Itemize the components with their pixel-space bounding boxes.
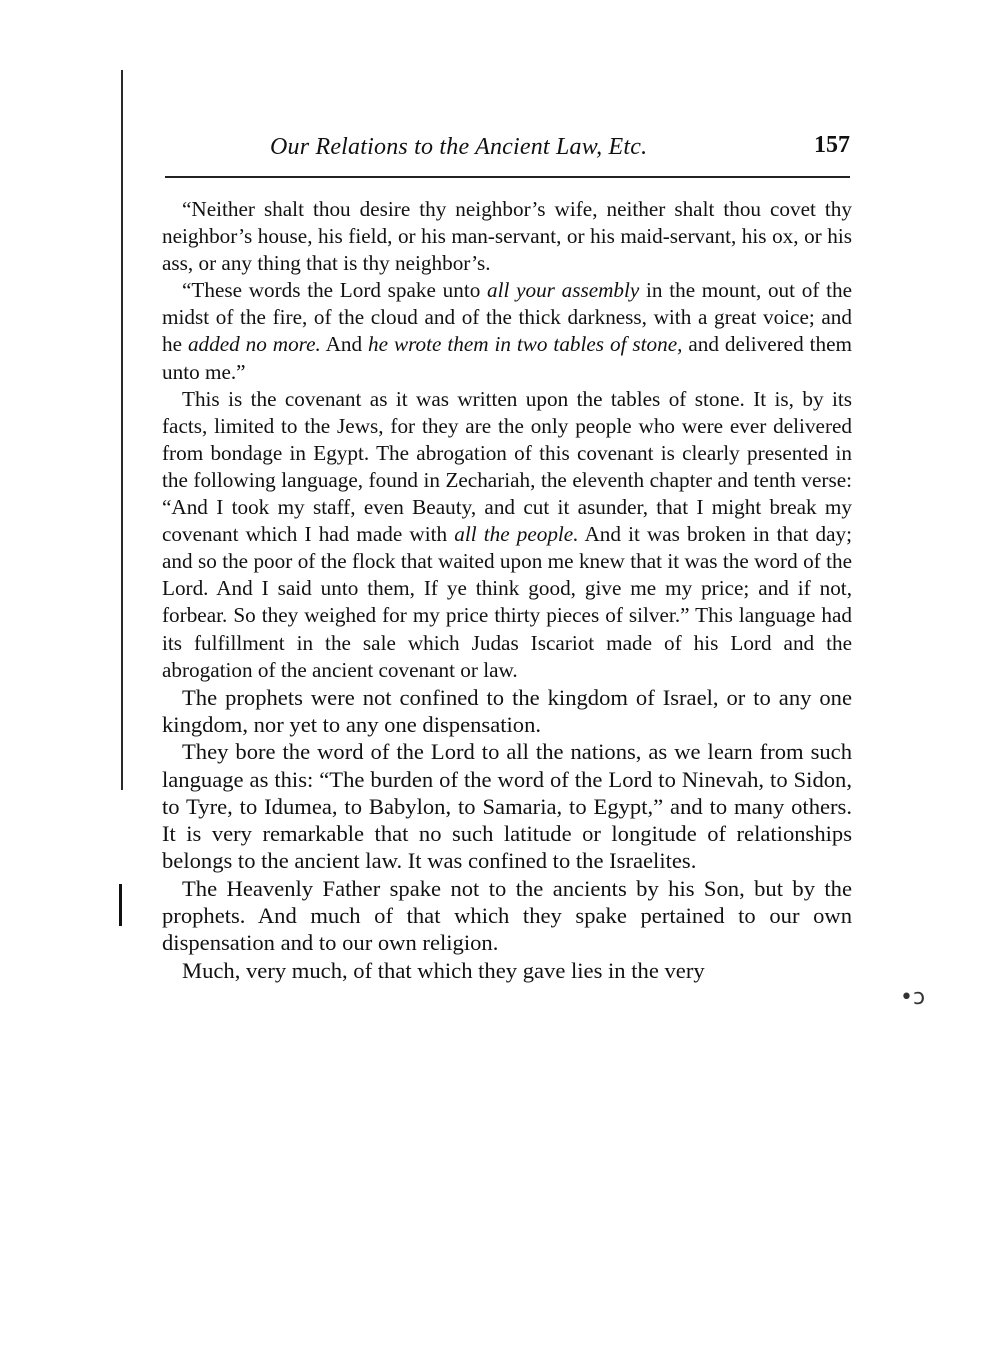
page-edge-line: [121, 70, 123, 790]
text-segment: And it was broken in that day; and so the poor of the flock that waited upon me knew that it was the word of the Lord. And I said unto them, If ye think good, give me my price; and if not, forbear. So they weighed for my price thirty pieces of silver.” This language had its fulfillment in the sale which Judas Iscariot made of his Lord and the abrogation of the ancient covenant or law.: [162, 522, 852, 682]
text-segment: The prophets were not confined to the kingdom of Israel, or to any one kingdom, nor yet to any one dispensation.: [162, 684, 852, 737]
page-edge-mark: [119, 884, 122, 926]
margin-mark: •ↄ: [900, 985, 926, 1010]
paragraph: [162, 957, 852, 984]
paragraph: [162, 738, 852, 874]
text-segment: And: [320, 332, 369, 357]
text-segment: “Neither shalt thou desire thy neighbor’s wife, neither shalt thou covet thy neighbor’s house, his field, or his man-servant, or his maid-servant, his ox, or his ass, or any thing that is thy neighbor’s.: [162, 197, 852, 276]
text-segment: Much, very much, of that which they gave lies in the very: [182, 957, 705, 983]
paragraph: [162, 196, 852, 277]
page-header: [180, 130, 850, 170]
text-segment: in the mount, out of the midst of the fire, of the cloud and of the thick darkness, with a great voice; and he: [162, 278, 852, 357]
header-rule: [165, 176, 850, 178]
italic-text: all the people.: [454, 522, 579, 547]
paragraph: [162, 875, 852, 957]
italic-text: all your assembly: [487, 278, 640, 303]
body-text: [162, 196, 852, 984]
text-segment: and delivered them unto me.”: [162, 332, 852, 384]
italic-text: added no more.: [187, 332, 321, 357]
text-segment: This is the covenant as it was written upon the tables of stone. It is, by its facts, limited to the Jews, for they are the only people who were ever delivered from bondage in Egypt. The abrogation of this covenant is clearly presented in the following language, found in Zechariah, the eleventh chapter and tenth verse: “And I took my staff, even Beauty, and cut it asunder, that I might break my covenant which I had made with: [162, 386, 852, 547]
text-segment: They bore the word of the Lord to all the nations, as we learn from such language as this: “The burden of the word of the Lord to Ninevah, to Sidon, to Tyre, to Idumea, to Babylon, to Samaria, to Egypt,” and to many others. It is very remarkable that no such latitude or longitude of relationships belongs to the ancient law. It was confined to the Israelites.: [162, 739, 852, 874]
text-segment: The Heavenly Father spake not to the ancients by his Son, but by the prophets. And much of that which they spake pertained to our own dispensation and to our own religion.: [162, 875, 852, 956]
page-number: 157: [814, 132, 850, 158]
running-title: Our Relations to the Ancient Law, Etc.: [270, 134, 648, 160]
paragraph: [162, 277, 852, 385]
italic-text: he wrote them in two tables of stone,: [368, 332, 683, 357]
text-segment: “These words the Lord spake unto: [182, 278, 488, 303]
paragraph: [162, 684, 852, 739]
paragraph: [162, 386, 852, 684]
